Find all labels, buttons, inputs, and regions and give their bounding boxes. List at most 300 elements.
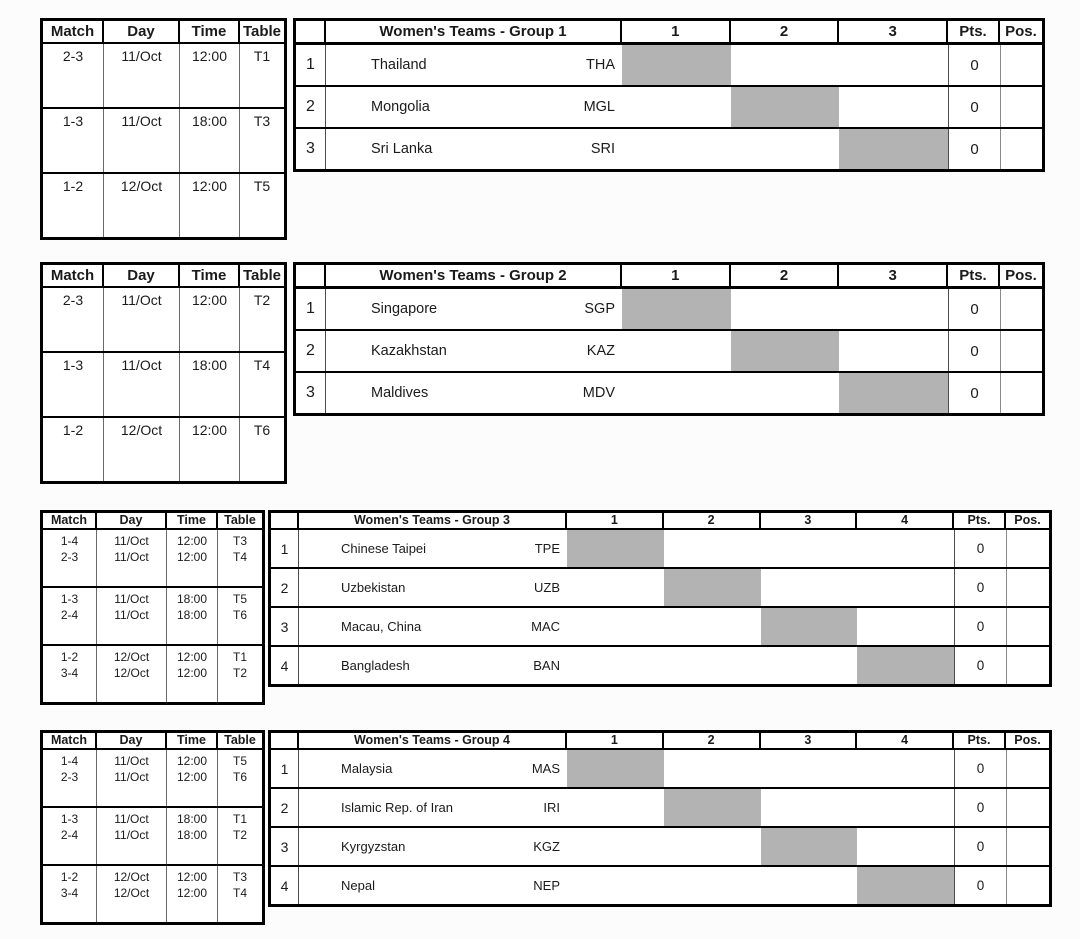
schedule-cell (104, 44, 180, 107)
schedule-value: 11/Oct (114, 812, 149, 826)
position-cell (1000, 331, 1042, 371)
schedule-cell (180, 109, 240, 172)
team-seed: 3 (296, 129, 326, 169)
schedule-value: T4 (253, 357, 271, 373)
group-title: Women's Teams - Group 2 (326, 265, 622, 286)
points-value: 0 (954, 647, 1006, 684)
position-cell (1006, 530, 1049, 567)
schedule-header-day: Day (104, 265, 180, 286)
schedule-cell (218, 530, 262, 586)
corner-cell (271, 733, 299, 748)
position-cell (1000, 87, 1042, 127)
team-seed: 1 (296, 45, 326, 85)
schedule-value: 11/Oct (114, 592, 149, 606)
schedule-block (43, 107, 284, 172)
schedule-value: 12:00 (191, 422, 228, 438)
schedule-block (43, 864, 262, 922)
schedule-header-day: Day (97, 733, 167, 748)
schedule-header-row (43, 733, 262, 750)
points-value: 0 (954, 828, 1006, 865)
schedule-value: T4 (232, 550, 247, 564)
self-match-cell (731, 87, 840, 127)
schedule-value: T3 (253, 113, 271, 129)
group-title: Women's Teams - Group 4 (299, 733, 567, 748)
match-results-area (567, 530, 954, 567)
match-results-area (622, 129, 948, 169)
match-results-area (567, 789, 954, 826)
schedule-cell (167, 646, 218, 702)
match-column-header: 1 (622, 21, 731, 42)
schedule-header-table: Table (224, 513, 256, 527)
position-cell (1006, 867, 1049, 904)
schedule-cell (167, 866, 218, 922)
team-seed: 1 (296, 289, 326, 329)
match-results-area (622, 331, 948, 371)
schedule-cell (218, 808, 262, 864)
team-row (296, 329, 1042, 371)
schedule-cell (167, 588, 218, 644)
schedule-cell (43, 866, 97, 922)
points-value: 0 (954, 789, 1006, 826)
corner-cell (296, 21, 326, 42)
schedule-value: 2-3 (62, 292, 84, 308)
team-name: Mongolia (371, 99, 430, 115)
schedule-header-table: Table (242, 23, 282, 40)
team-code: KAZ (586, 343, 615, 359)
schedule-header-table: Table (242, 267, 282, 284)
team-code: MAC (531, 619, 560, 634)
position-cell (1000, 129, 1042, 169)
team-name: Kyrgyzstan (341, 839, 406, 854)
pos-header: Pos. (1014, 513, 1041, 527)
team-code: UZB (534, 580, 560, 595)
team-row (271, 530, 1049, 567)
schedule-value: 12/Oct (113, 870, 150, 884)
schedule-value: 12:00 (191, 292, 228, 308)
schedule-value: T1 (253, 48, 271, 64)
team-code: MGL (583, 99, 615, 115)
self-match-cell (839, 373, 948, 413)
team-seed: 2 (271, 569, 299, 606)
schedule-value: 1-3 (62, 113, 84, 129)
points-value: 0 (948, 331, 1000, 371)
self-match-cell (761, 828, 858, 865)
schedule-value: T6 (253, 422, 271, 438)
match-results-area (567, 750, 954, 787)
match-column-header: 1 (622, 265, 731, 286)
schedule-cell (240, 353, 284, 416)
team-code: MDV (582, 385, 615, 401)
match-results-area (622, 289, 948, 329)
schedule-value: 12/Oct (113, 650, 150, 664)
self-match-cell (731, 331, 840, 371)
schedule-header-row (43, 265, 284, 288)
schedule-block (43, 351, 284, 416)
schedule-header-day: Day (104, 21, 180, 42)
pos-header: Pos. (1005, 23, 1037, 40)
self-match-cell (622, 45, 731, 85)
self-match-cell (622, 289, 731, 329)
schedule-value: 1-2 (62, 178, 84, 194)
team-name: Bangladesh (341, 658, 410, 673)
schedule-cell (218, 866, 262, 922)
schedule-value: 12:00 (176, 666, 208, 680)
position-cell (1000, 373, 1042, 413)
schedule-cell (104, 418, 180, 481)
team-cell (299, 750, 567, 787)
schedule-value: 2-3 (60, 770, 79, 784)
pts-header: Pts. (948, 265, 1000, 286)
team-row (296, 371, 1042, 413)
team-code: THA (586, 57, 615, 73)
schedule-cell (218, 750, 262, 806)
team-name: Thailand (371, 57, 427, 73)
schedule-value: T6 (232, 608, 247, 622)
match-column-header: 3 (839, 265, 948, 286)
team-name: Islamic Rep. of Iran (341, 800, 453, 815)
schedule-value: 3-4 (60, 886, 79, 900)
points-value: 0 (948, 45, 1000, 85)
standings-header-row (296, 21, 1042, 45)
schedule-block (43, 644, 262, 702)
schedule-value: 18:00 (191, 113, 228, 129)
schedule-block (43, 416, 284, 481)
standings-header-row (271, 513, 1049, 530)
schedule-cell (180, 353, 240, 416)
schedule-cell (180, 288, 240, 351)
schedule-header-time: Time (167, 513, 218, 528)
group-2-schedule-table (40, 262, 287, 484)
match-results-area (567, 569, 954, 606)
schedule-value: 18:00 (176, 812, 208, 826)
team-cell (326, 129, 622, 169)
schedule-cell (167, 750, 218, 806)
schedule-value: T2 (232, 828, 247, 842)
schedule-cell (218, 588, 262, 644)
team-name: Maldives (371, 385, 429, 401)
schedule-cell (240, 418, 284, 481)
points-value: 0 (954, 569, 1006, 606)
pos-header: Pos. (1005, 267, 1037, 284)
schedule-cell (180, 174, 240, 237)
schedule-value: 11/Oct (114, 550, 149, 564)
team-row (271, 865, 1049, 904)
schedule-cell (43, 530, 97, 586)
schedule-value: 11/Oct (114, 608, 149, 622)
schedule-value: 12:00 (176, 770, 208, 784)
schedule-value: 2-4 (60, 828, 79, 842)
team-name: Uzbekistan (341, 580, 406, 595)
schedule-block (43, 586, 262, 644)
schedule-header-match: Match (43, 265, 104, 286)
team-name: Singapore (371, 301, 438, 317)
self-match-cell (857, 647, 954, 684)
match-column-header: 2 (731, 21, 840, 42)
self-match-cell (857, 867, 954, 904)
schedule-value: 11/Oct (114, 754, 149, 768)
schedule-value: T4 (232, 886, 247, 900)
schedule-block (43, 806, 262, 864)
schedule-value: 2-3 (60, 550, 79, 564)
team-code: SRI (590, 141, 615, 157)
self-match-cell (664, 789, 761, 826)
team-code: KGZ (533, 839, 560, 854)
match-column-header: 2 (664, 733, 761, 748)
position-cell (1000, 289, 1042, 329)
team-row (271, 750, 1049, 787)
schedule-cell (43, 750, 97, 806)
match-column-header: 3 (761, 513, 858, 528)
schedule-value: 12/Oct (120, 422, 163, 438)
self-match-cell (664, 569, 761, 606)
team-name: Malaysia (341, 761, 393, 776)
corner-cell (271, 513, 299, 528)
match-results-area (567, 828, 954, 865)
schedule-cell (97, 588, 167, 644)
group-1-standings-table (293, 18, 1045, 172)
team-cell (299, 569, 567, 606)
match-column-header: 2 (664, 513, 761, 528)
points-value: 0 (954, 867, 1006, 904)
group-3-schedule-table (40, 510, 265, 705)
team-seed: 1 (271, 750, 299, 787)
schedule-header-match: Match (43, 513, 97, 528)
pts-header: Pts. (954, 733, 1006, 748)
schedule-value: 1-4 (60, 534, 79, 548)
team-seed: 3 (271, 828, 299, 865)
points-value: 0 (954, 530, 1006, 567)
team-cell (326, 331, 622, 371)
points-value: 0 (954, 750, 1006, 787)
team-code: SGP (584, 301, 615, 317)
group-4-standings-table (268, 730, 1052, 907)
schedule-value: 12/Oct (113, 886, 150, 900)
position-cell (1006, 828, 1049, 865)
pts-header: Pts. (948, 21, 1000, 42)
schedule-value: 1-2 (60, 650, 79, 664)
schedule-block (43, 172, 284, 237)
schedule-cell (180, 44, 240, 107)
schedule-header-table: Table (224, 733, 256, 747)
group-title: Women's Teams - Group 3 (299, 513, 567, 528)
group-4-schedule-table (40, 730, 265, 925)
schedule-value: 11/Oct (114, 828, 149, 842)
self-match-cell (567, 530, 664, 567)
schedule-value: 1-3 (60, 592, 79, 606)
match-results-area (622, 373, 948, 413)
team-cell (326, 87, 622, 127)
schedule-cell (97, 866, 167, 922)
schedule-value: T1 (232, 812, 247, 826)
schedule-value: 12:00 (176, 534, 208, 548)
team-cell (299, 867, 567, 904)
schedule-value: 1-3 (60, 812, 79, 826)
match-results-area (622, 87, 948, 127)
team-code: IRI (543, 800, 560, 815)
position-cell (1006, 750, 1049, 787)
schedule-cell (97, 808, 167, 864)
schedule-block (43, 750, 262, 806)
schedule-cell (104, 109, 180, 172)
team-code: BAN (533, 658, 560, 673)
team-seed: 2 (296, 87, 326, 127)
schedule-cell (97, 646, 167, 702)
schedule-value: T3 (232, 870, 247, 884)
group-title: Women's Teams - Group 1 (326, 21, 622, 42)
schedule-value: 18:00 (176, 592, 208, 606)
schedule-cell (43, 288, 104, 351)
team-name: Sri Lanka (371, 141, 433, 157)
schedule-value: 12:00 (176, 754, 208, 768)
position-cell (1006, 789, 1049, 826)
points-value: 0 (948, 373, 1000, 413)
schedule-value: 2-3 (62, 48, 84, 64)
schedule-value: 12:00 (191, 178, 228, 194)
group-1-schedule-table (40, 18, 287, 240)
team-seed: 1 (271, 530, 299, 567)
match-column-header: 4 (857, 513, 954, 528)
schedule-cell (97, 750, 167, 806)
self-match-cell (567, 750, 664, 787)
schedule-value: T2 (253, 292, 271, 308)
schedule-header-match: Match (43, 21, 104, 42)
schedule-value: 2-4 (60, 608, 79, 622)
schedule-cell (43, 808, 97, 864)
schedule-cell (43, 44, 104, 107)
schedule-cell (43, 418, 104, 481)
team-cell (326, 289, 622, 329)
team-row (296, 127, 1042, 169)
schedule-header-match: Match (43, 733, 97, 748)
match-column-header: 1 (567, 513, 664, 528)
schedule-value: 18:00 (191, 357, 228, 373)
schedule-cell (180, 418, 240, 481)
team-name: Nepal (341, 878, 375, 893)
schedule-value: 1-3 (62, 357, 84, 373)
schedule-value: 11/Oct (121, 113, 162, 129)
match-column-header: 3 (761, 733, 858, 748)
team-code: MAS (531, 761, 560, 776)
team-code: TPE (534, 541, 560, 556)
schedule-header-time: Time (180, 21, 240, 42)
self-match-cell (761, 608, 858, 645)
match-results-area (567, 867, 954, 904)
schedule-header-day: Day (97, 513, 167, 528)
match-results-area (622, 45, 948, 85)
schedule-value: T5 (232, 592, 247, 606)
match-column-header: 4 (857, 733, 954, 748)
schedule-cell (104, 174, 180, 237)
schedule-cell (240, 288, 284, 351)
schedule-value: 11/Oct (114, 770, 149, 784)
schedule-cell (43, 109, 104, 172)
team-seed: 2 (271, 789, 299, 826)
position-cell (1006, 647, 1049, 684)
schedule-cell (167, 530, 218, 586)
match-column-header: 1 (567, 733, 664, 748)
team-seed: 2 (296, 331, 326, 371)
schedule-value: 11/Oct (121, 292, 162, 308)
points-value: 0 (948, 87, 1000, 127)
schedule-value: 11/Oct (121, 357, 162, 373)
team-row (271, 645, 1049, 684)
schedule-cell (43, 588, 97, 644)
team-cell (326, 45, 622, 85)
team-cell (299, 828, 567, 865)
schedule-value: T5 (232, 754, 247, 768)
team-seed: 4 (271, 647, 299, 684)
schedule-value: T2 (232, 666, 247, 680)
schedule-cell (43, 646, 97, 702)
schedule-value: 1-4 (60, 754, 79, 768)
schedule-cell (240, 109, 284, 172)
position-cell (1006, 608, 1049, 645)
team-row (271, 826, 1049, 865)
team-row (271, 567, 1049, 606)
points-value: 0 (948, 129, 1000, 169)
team-name: Chinese Taipei (341, 541, 427, 556)
schedule-value: T1 (232, 650, 247, 664)
schedule-value: 12/Oct (113, 666, 150, 680)
schedule-value: 18:00 (176, 828, 208, 842)
team-cell (299, 608, 567, 645)
group-3-standings-table (268, 510, 1052, 687)
team-cell (299, 789, 567, 826)
schedule-value: 3-4 (60, 666, 79, 680)
schedule-cell (104, 288, 180, 351)
schedule-value: 12:00 (176, 550, 208, 564)
schedule-value: 11/Oct (121, 48, 162, 64)
pts-header: Pts. (954, 513, 1006, 528)
pos-header: Pos. (1014, 733, 1041, 747)
schedule-cell (240, 174, 284, 237)
schedule-value: 1-2 (60, 870, 79, 884)
match-column-header: 3 (839, 21, 948, 42)
team-row (296, 85, 1042, 127)
match-column-header: 2 (731, 265, 840, 286)
schedule-cell (97, 530, 167, 586)
schedule-value: 12:00 (176, 886, 208, 900)
schedule-header-row (43, 513, 262, 530)
points-value: 0 (954, 608, 1006, 645)
schedule-cell (43, 353, 104, 416)
schedule-value: T3 (232, 534, 247, 548)
schedule-header-time: Time (167, 733, 218, 748)
team-name: Macau, China (341, 619, 422, 634)
schedule-value: 18:00 (176, 608, 208, 622)
standings-header-row (271, 733, 1049, 750)
team-row (296, 289, 1042, 329)
schedule-block (43, 288, 284, 351)
match-results-area (567, 647, 954, 684)
team-seed: 4 (271, 867, 299, 904)
standings-header-row (296, 265, 1042, 289)
schedule-value: T6 (232, 770, 247, 784)
self-match-cell (839, 129, 948, 169)
position-cell (1000, 45, 1042, 85)
position-cell (1006, 569, 1049, 606)
schedule-cell (104, 353, 180, 416)
schedule-value: 1-2 (62, 422, 84, 438)
schedule-value: T5 (253, 178, 271, 194)
team-cell (299, 647, 567, 684)
team-code: NEP (533, 878, 560, 893)
schedule-value: 12:00 (191, 48, 228, 64)
team-seed: 3 (271, 608, 299, 645)
points-value: 0 (948, 289, 1000, 329)
schedule-value: 12/Oct (120, 178, 163, 194)
schedule-block (43, 530, 262, 586)
